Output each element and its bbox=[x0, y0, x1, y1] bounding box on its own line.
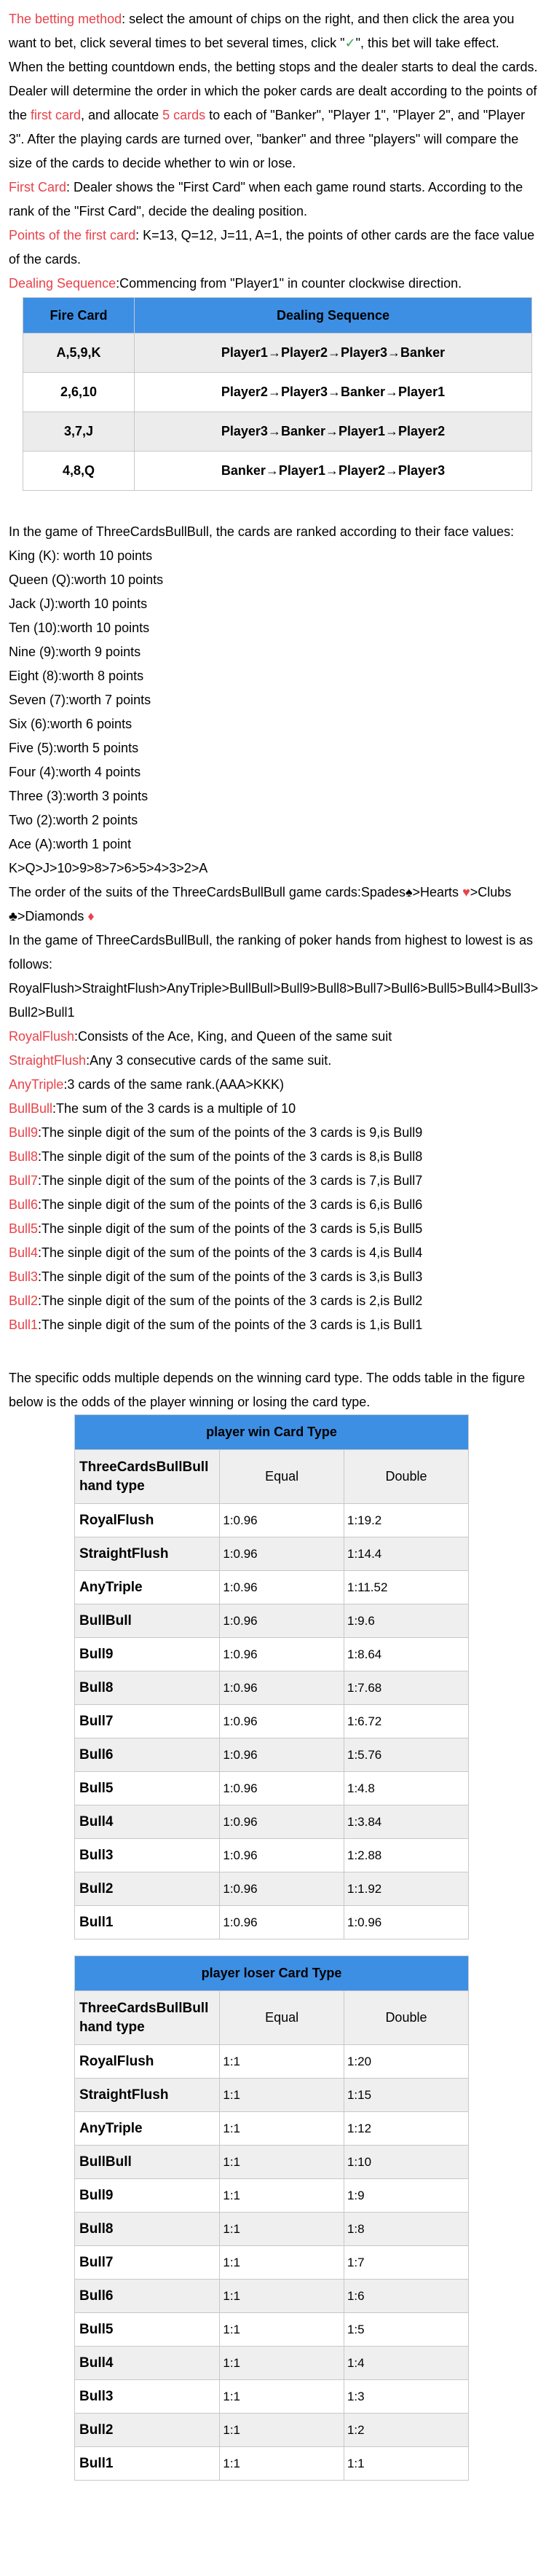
hand-name: Bull2 bbox=[9, 1293, 39, 1308]
win-header-double: Double bbox=[344, 1450, 468, 1504]
lose-odds-table bbox=[74, 1955, 469, 2481]
card-value-item: Four (4):worth 4 points bbox=[9, 765, 141, 779]
dealer-text-c: to each of "Banker", "Player 1", "Player 2", and "Player 3". After the playing cards are turned over, "banker" and three "players" will compare the size of the cards to decide whether to win or lose. bbox=[9, 108, 526, 170]
odds-hand-type-cell: Bull4 bbox=[75, 2347, 220, 2380]
points-paragraph bbox=[9, 224, 542, 272]
odds-row bbox=[75, 1805, 469, 1839]
odds-hand-type-cell: Bull5 bbox=[75, 2313, 220, 2347]
betting-method-paragraph bbox=[9, 7, 542, 55]
hand-description: :The sinple digit of the sum of the points of the 3 cards is 6,is Bull6 bbox=[38, 1197, 423, 1212]
odds-row bbox=[75, 2447, 469, 2481]
points-text: : K=13, Q=12, J=11, A=1, the points of other cards are the face value of the cards. bbox=[9, 228, 535, 267]
odds-row bbox=[75, 1872, 469, 1906]
odds-row bbox=[75, 2280, 469, 2313]
odds-row bbox=[75, 2380, 469, 2414]
hand-name: AnyTriple bbox=[9, 1077, 64, 1092]
odds-equal-cell: 1:0.96 bbox=[220, 1872, 344, 1906]
sequence-label: Dealing Sequence bbox=[9, 276, 116, 291]
odds-double-cell: 1:12 bbox=[344, 2112, 468, 2146]
odds-row bbox=[75, 1504, 469, 1537]
diamond-icon: ♦ bbox=[87, 909, 95, 923]
odds-row bbox=[75, 1604, 469, 1638]
odds-double-cell: 1:3 bbox=[344, 2380, 468, 2414]
hand-description: :Any 3 consecutive cards of the same suit. bbox=[86, 1053, 332, 1068]
odds-equal-cell: 1:0.96 bbox=[220, 1671, 344, 1705]
odds-row bbox=[75, 2414, 469, 2447]
suits-text-b: >Hearts bbox=[412, 885, 463, 899]
sequence-paragraph bbox=[9, 272, 542, 296]
odds-double-cell: 1:2 bbox=[344, 2414, 468, 2447]
hand-definition-item bbox=[9, 1073, 542, 1097]
lose-header-double: Double bbox=[344, 1991, 468, 2045]
hand-name: Bull7 bbox=[9, 1173, 39, 1188]
hand-description: :The sinple digit of the sum of the points of the 3 cards is 5,is Bull5 bbox=[38, 1221, 423, 1236]
odds-row bbox=[75, 2246, 469, 2280]
hand-name: Bull1 bbox=[9, 1317, 39, 1332]
odds-row bbox=[75, 2313, 469, 2347]
odds-double-cell: 1:14.4 bbox=[344, 1537, 468, 1571]
odds-equal-cell: 1:0.96 bbox=[220, 1705, 344, 1738]
odds-hand-type-cell: BullBull bbox=[75, 1604, 220, 1638]
odds-double-cell: 1:11.52 bbox=[344, 1571, 468, 1604]
lose-header-hand-type: ThreeCardsBullBull hand type bbox=[75, 1991, 220, 2045]
odds-double-cell: 1:4 bbox=[344, 2347, 468, 2380]
odds-row bbox=[75, 2146, 469, 2179]
card-value-item: Ace (A):worth 1 point bbox=[9, 837, 132, 851]
odds-double-cell: 1:7 bbox=[344, 2246, 468, 2280]
odds-double-cell: 1:3.84 bbox=[344, 1805, 468, 1839]
odds-hand-type-cell: Bull6 bbox=[75, 1738, 220, 1772]
sequence-text: :Commencing from "Player1" in counter clockwise direction. bbox=[116, 276, 462, 291]
odds-hand-type-cell: RoyalFlush bbox=[75, 1504, 220, 1537]
hand-name: Bull5 bbox=[9, 1221, 39, 1236]
win-header-equal: Equal bbox=[220, 1450, 344, 1504]
odds-double-cell: 1:9 bbox=[344, 2179, 468, 2213]
odds-double-cell: 1:5.76 bbox=[344, 1738, 468, 1772]
betting-method-text-b: ", this bet will take effect. bbox=[355, 36, 499, 50]
hand-definition-item bbox=[9, 1313, 542, 1337]
odds-hand-type-cell: Bull8 bbox=[75, 2213, 220, 2246]
hand-definition-item bbox=[9, 1025, 542, 1049]
spade-icon: ♠ bbox=[405, 885, 413, 899]
hand-description: :The sinple digit of the sum of the points of the 3 cards is 7,is Bull7 bbox=[38, 1173, 423, 1188]
odds-equal-cell: 1:1 bbox=[220, 2079, 344, 2112]
odds-equal-cell: 1:1 bbox=[220, 2045, 344, 2079]
odds-double-cell: 1:10 bbox=[344, 2146, 468, 2179]
odds-hand-type-cell: Bull3 bbox=[75, 2380, 220, 2414]
odds-equal-cell: 1:1 bbox=[220, 2313, 344, 2347]
lose-table-caption: player loser Card Type bbox=[75, 1956, 469, 1991]
hand-definitions-list bbox=[9, 1025, 542, 1337]
hand-description: :The sinple digit of the sum of the points of the 3 cards is 2,is Bull2 bbox=[38, 1293, 423, 1308]
first-card-text: : Dealer shows the "First Card" when each game round starts. According to the rank of the "First Card", decide the dealing position. bbox=[9, 180, 523, 218]
odds-double-cell: 1:5 bbox=[344, 2313, 468, 2347]
odds-row bbox=[75, 2112, 469, 2146]
betting-method-label: The betting method bbox=[9, 12, 122, 26]
odds-row bbox=[75, 2179, 469, 2213]
hand-definition-item bbox=[9, 1265, 542, 1289]
odds-hand-type-cell: Bull2 bbox=[75, 1872, 220, 1906]
points-label: Points of the first card bbox=[9, 228, 136, 243]
odds-row bbox=[75, 1839, 469, 1872]
card-value-item: Eight (8):worth 8 points bbox=[9, 669, 144, 683]
odds-double-cell: 1:6.72 bbox=[344, 1705, 468, 1738]
suits-text-d: >Diamonds bbox=[17, 909, 88, 923]
hand-description: :The sinple digit of the sum of the points of the 3 cards is 4,is Bull4 bbox=[38, 1245, 423, 1260]
deal-row bbox=[23, 373, 532, 412]
hand-description: :Consists of the Ace, King, and Queen of the same suit bbox=[74, 1029, 392, 1044]
deal-sequence-cell: Player2→Player3→Banker→Player1 bbox=[135, 373, 532, 412]
win-table-caption: player win Card Type bbox=[75, 1415, 469, 1450]
lose-header-equal: Equal bbox=[220, 1991, 344, 2045]
odds-equal-cell: 1:0.96 bbox=[220, 1805, 344, 1839]
odds-equal-cell: 1:0.96 bbox=[220, 1738, 344, 1772]
win-odds-table bbox=[74, 1414, 469, 1939]
deal-fire-card-cell: 2,6,10 bbox=[23, 373, 135, 412]
odds-hand-type-cell: Bull6 bbox=[75, 2280, 220, 2313]
odds-row bbox=[75, 1571, 469, 1604]
odds-hand-type-cell: StraightFlush bbox=[75, 2079, 220, 2112]
odds-equal-cell: 1:1 bbox=[220, 2246, 344, 2280]
card-values-list bbox=[9, 544, 542, 856]
odds-equal-cell: 1:0.96 bbox=[220, 1504, 344, 1537]
first-card-label: First Card bbox=[9, 180, 67, 194]
card-ranking-section bbox=[9, 520, 542, 1337]
odds-row bbox=[75, 1906, 469, 1939]
win-header-hand-type: ThreeCardsBullBull hand type bbox=[75, 1450, 220, 1504]
dealing-sequence-table bbox=[23, 297, 532, 491]
odds-equal-cell: 1:0.96 bbox=[220, 1604, 344, 1638]
odds-equal-cell: 1:0.96 bbox=[220, 1571, 344, 1604]
hand-name: StraightFlush bbox=[9, 1053, 87, 1068]
odds-row bbox=[75, 2213, 469, 2246]
odds-equal-cell: 1:0.96 bbox=[220, 1839, 344, 1872]
card-value-item: Queen (Q):worth 10 points bbox=[9, 572, 164, 587]
card-value-item: Three (3):worth 3 points bbox=[9, 789, 149, 803]
odds-equal-cell: 1:1 bbox=[220, 2347, 344, 2380]
hand-definition-item bbox=[9, 1097, 542, 1121]
odds-equal-cell: 1:1 bbox=[220, 2414, 344, 2447]
deal-sequence-cell: Banker→Player1→Player2→Player3 bbox=[135, 452, 532, 491]
odds-row bbox=[75, 1705, 469, 1738]
deal-sequence-cell: Player1→Player2→Player3→Banker bbox=[135, 334, 532, 373]
card-value-item: Five (5):worth 5 points bbox=[9, 741, 139, 755]
deal-row bbox=[23, 412, 532, 452]
odds-double-cell: 1:7.68 bbox=[344, 1671, 468, 1705]
odds-equal-cell: 1:1 bbox=[220, 2280, 344, 2313]
suits-order bbox=[9, 881, 542, 929]
card-value-item: Seven (7):worth 7 points bbox=[9, 693, 151, 707]
card-order: K>Q>J>10>9>8>7>6>5>4>3>2>A bbox=[9, 861, 208, 875]
deal-sequence-cell: Player3→Banker→Player1→Player2 bbox=[135, 412, 532, 452]
odds-row bbox=[75, 1537, 469, 1571]
odds-hand-type-cell: BullBull bbox=[75, 2146, 220, 2179]
first-card-paragraph bbox=[9, 176, 542, 224]
odds-row bbox=[75, 1671, 469, 1705]
dealer-first-card-highlight: first card bbox=[31, 108, 82, 122]
odds-equal-cell: 1:1 bbox=[220, 2112, 344, 2146]
check-icon: ✓ bbox=[344, 36, 356, 50]
hand-description: :3 cards of the same rank.(AAA>KKK) bbox=[63, 1077, 284, 1092]
betting-method-text-a: : select the amount of chips on the right, and then click the area you want to bet, click several times to bet several times, click " bbox=[9, 12, 515, 50]
odds-row bbox=[75, 1738, 469, 1772]
odds-row bbox=[75, 2079, 469, 2112]
odds-double-cell: 1:15 bbox=[344, 2079, 468, 2112]
odds-intro: The specific odds multiple depends on the winning card type. The odds table in the figure below is the odds of the player winning or losing the card type. bbox=[9, 1371, 526, 1409]
hand-definition-item bbox=[9, 1049, 542, 1073]
hand-name: Bull6 bbox=[9, 1197, 39, 1212]
odds-double-cell: 1:9.6 bbox=[344, 1604, 468, 1638]
odds-hand-type-cell: Bull3 bbox=[75, 1839, 220, 1872]
hand-definition-item bbox=[9, 1145, 542, 1169]
odds-hand-type-cell: Bull9 bbox=[75, 1638, 220, 1671]
hand-definition-item bbox=[9, 1289, 542, 1313]
dealer-text-a: Dealer will determine the order in which the poker cards are dealt according to the points of the bbox=[9, 84, 537, 122]
odds-equal-cell: 1:0.96 bbox=[220, 1906, 344, 1939]
odds-double-cell: 1:1.92 bbox=[344, 1872, 468, 1906]
ranking-intro: In the game of ThreeCardsBullBull, the cards are ranked according to their face values: bbox=[9, 524, 515, 539]
odds-hand-type-cell: Bull9 bbox=[75, 2179, 220, 2213]
hand-description: :The sinple digit of the sum of the points of the 3 cards is 3,is Bull3 bbox=[38, 1269, 423, 1284]
odds-equal-cell: 1:0.96 bbox=[220, 1537, 344, 1571]
deal-row bbox=[23, 452, 532, 491]
odds-double-cell: 1:19.2 bbox=[344, 1504, 468, 1537]
odds-equal-cell: 1:1 bbox=[220, 2447, 344, 2481]
odds-double-cell: 1:2.88 bbox=[344, 1839, 468, 1872]
hand-name: RoyalFlush bbox=[9, 1029, 75, 1044]
hand-definition-item bbox=[9, 1169, 542, 1193]
hand-name: Bull4 bbox=[9, 1245, 39, 1260]
odds-double-cell: 1:0.96 bbox=[344, 1906, 468, 1939]
dealer-paragraph bbox=[9, 79, 542, 176]
hand-name: Bull9 bbox=[9, 1125, 39, 1140]
odds-equal-cell: 1:1 bbox=[220, 2179, 344, 2213]
odds-double-cell: 1:1 bbox=[344, 2447, 468, 2481]
hand-description: :The sinple digit of the sum of the points of the 3 cards is 8,is Bull8 bbox=[38, 1149, 423, 1164]
odds-double-cell: 1:4.8 bbox=[344, 1772, 468, 1805]
odds-double-cell: 1:6 bbox=[344, 2280, 468, 2313]
odds-double-cell: 1:20 bbox=[344, 2045, 468, 2079]
odds-double-cell: 1:8.64 bbox=[344, 1638, 468, 1671]
odds-row bbox=[75, 1638, 469, 1671]
odds-hand-type-cell: StraightFlush bbox=[75, 1537, 220, 1571]
card-value-item: King (K): worth 10 points bbox=[9, 548, 153, 563]
club-icon: ♣ bbox=[9, 909, 17, 923]
hand-definition-item bbox=[9, 1217, 542, 1241]
odds-hand-type-cell: Bull1 bbox=[75, 2447, 220, 2481]
odds-hand-type-cell: Bull8 bbox=[75, 1671, 220, 1705]
dealer-text-b: , and allocate bbox=[81, 108, 163, 122]
odds-row bbox=[75, 2347, 469, 2380]
dealer-five-cards-highlight: 5 cards bbox=[162, 108, 206, 122]
odds-equal-cell: 1:0.96 bbox=[220, 1638, 344, 1671]
hand-definition-item bbox=[9, 1193, 542, 1217]
odds-row bbox=[75, 1772, 469, 1805]
odds-hand-type-cell: RoyalFlush bbox=[75, 2045, 220, 2079]
hand-description: :The sinple digit of the sum of the points of the 3 cards is 9,is Bull9 bbox=[38, 1125, 423, 1140]
odds-hand-type-cell: Bull2 bbox=[75, 2414, 220, 2447]
hand-name: BullBull bbox=[9, 1101, 53, 1116]
odds-hand-type-cell: Bull4 bbox=[75, 1805, 220, 1839]
odds-hand-type-cell: Bull7 bbox=[75, 1705, 220, 1738]
odds-hand-type-cell: AnyTriple bbox=[75, 1571, 220, 1604]
suits-text-a: The order of the suits of the ThreeCardsBullBull game cards:Spades bbox=[9, 885, 405, 899]
countdown-paragraph: When the betting countdown ends, the betting stops and the dealer starts to deal the cards. bbox=[9, 60, 538, 74]
odds-equal-cell: 1:1 bbox=[220, 2213, 344, 2246]
hand-name: Bull8 bbox=[9, 1149, 39, 1164]
odds-hand-type-cell: Bull7 bbox=[75, 2246, 220, 2280]
deal-fire-card-cell: 4,8,Q bbox=[23, 452, 135, 491]
hand-definition-item bbox=[9, 1121, 542, 1145]
hand-description: :The sum of the 3 cards is a multiple of 10 bbox=[52, 1101, 296, 1116]
odds-hand-type-cell: Bull1 bbox=[75, 1906, 220, 1939]
hand-description: :The sinple digit of the sum of the points of the 3 cards is 1,is Bull1 bbox=[38, 1317, 423, 1332]
hand-definition-item bbox=[9, 1241, 542, 1265]
odds-hand-type-cell: AnyTriple bbox=[75, 2112, 220, 2146]
odds-equal-cell: 1:1 bbox=[220, 2146, 344, 2179]
hands-intro: In the game of ThreeCardsBullBull, the ranking of poker hands from highest to lowest is as follows: bbox=[9, 933, 534, 972]
heart-icon: ♥ bbox=[462, 885, 470, 899]
odds-row bbox=[75, 2045, 469, 2079]
deal-header-sequence: Dealing Sequence bbox=[135, 298, 532, 334]
odds-double-cell: 1:8 bbox=[344, 2213, 468, 2246]
card-value-item: Two (2):worth 2 points bbox=[9, 813, 138, 827]
card-value-item: Ten (10):worth 10 points bbox=[9, 621, 150, 635]
odds-equal-cell: 1:0.96 bbox=[220, 1772, 344, 1805]
hands-order: RoyalFlush>StraightFlush>AnyTriple>BullBull>Bull9>Bull8>Bull7>Bull6>Bull5>Bull4>Bull3>Bull2>Bull1 bbox=[9, 981, 539, 1020]
deal-row bbox=[23, 334, 532, 373]
odds-equal-cell: 1:1 bbox=[220, 2380, 344, 2414]
deal-fire-card-cell: A,5,9,K bbox=[23, 334, 135, 373]
hand-name: Bull3 bbox=[9, 1269, 39, 1284]
card-value-item: Nine (9):worth 9 points bbox=[9, 645, 141, 659]
card-value-item: Six (6):worth 6 points bbox=[9, 717, 132, 731]
card-value-item: Jack (J):worth 10 points bbox=[9, 596, 148, 611]
odds-hand-type-cell: Bull5 bbox=[75, 1772, 220, 1805]
deal-header-fire-card: Fire Card bbox=[23, 298, 135, 334]
deal-fire-card-cell: 3,7,J bbox=[23, 412, 135, 452]
suits-text-c: >Clubs bbox=[470, 885, 512, 899]
